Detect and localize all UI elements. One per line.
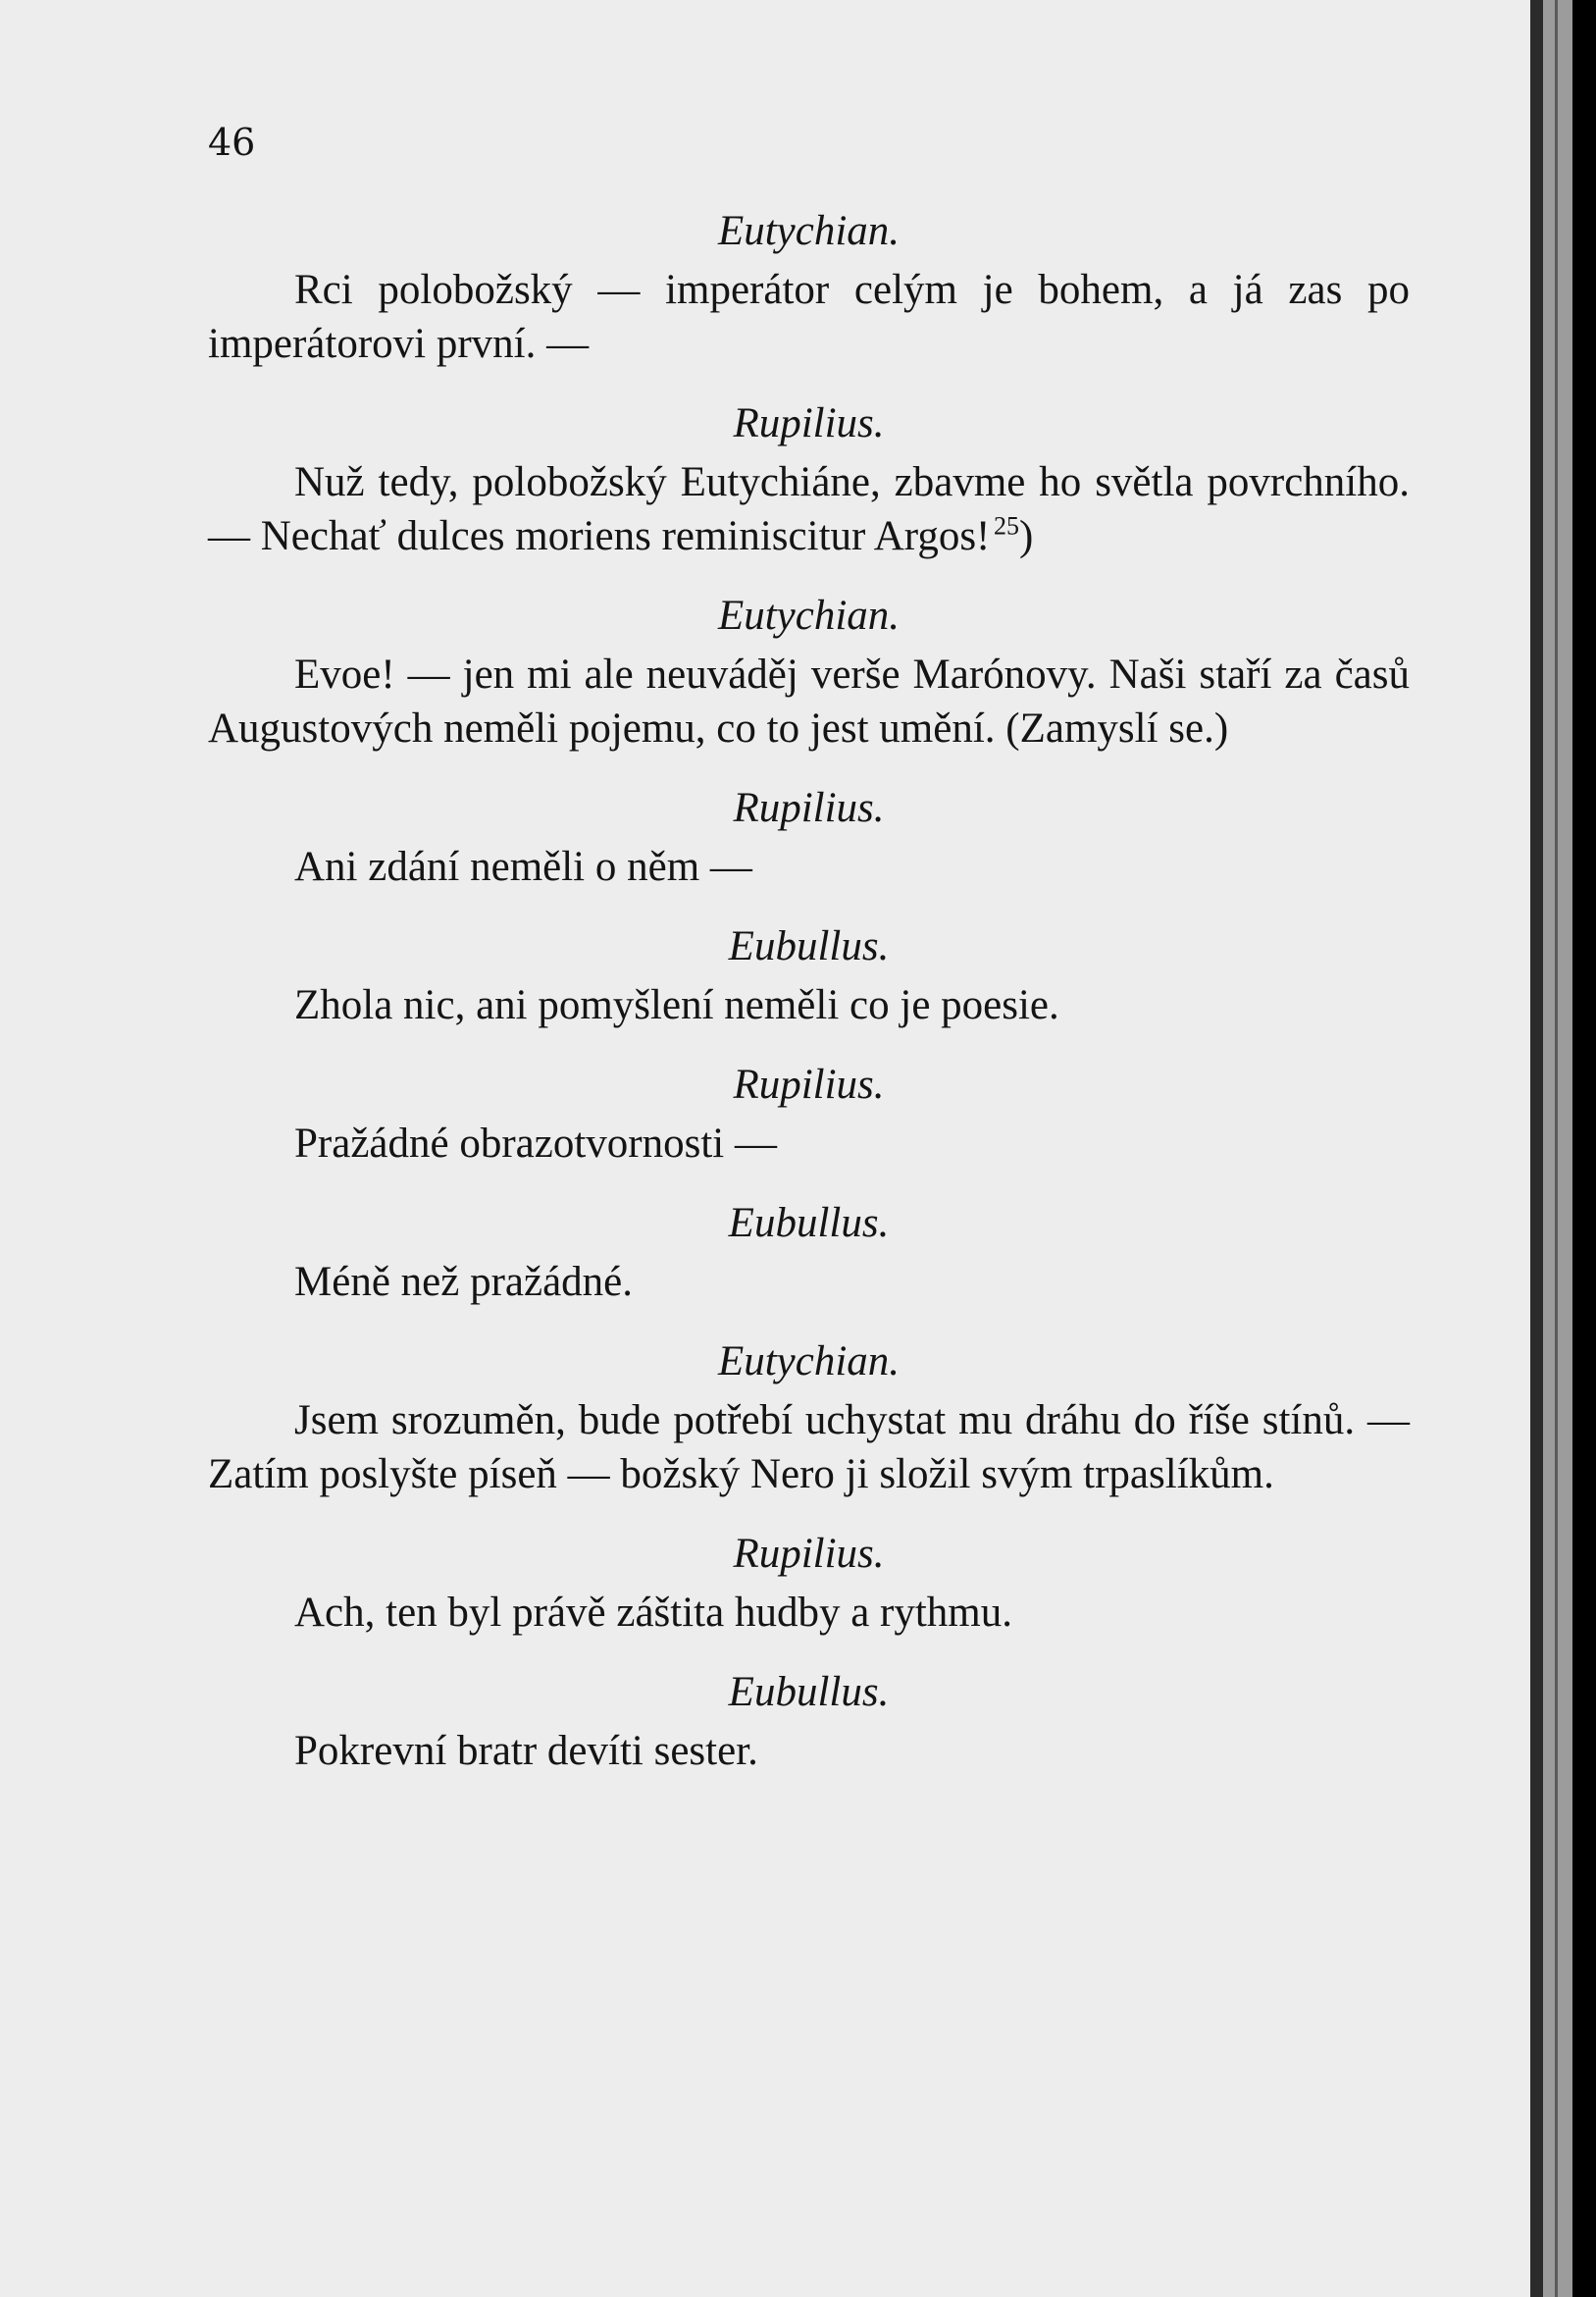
speech-text: Evoe! — jen mi ale neuváděj verše Marónovy. Naši staří za časů Augustových neměli pojemu, co to jest umění. (Zamyslí se.) [208,652,1410,752]
speaker-name: Rupilius. [733,400,885,446]
scan-border [1543,0,1572,2297]
page-text [208,118,1410,1805]
speaker-name: Rupilius. [733,785,885,831]
speech-text: Méně než pražádné. [294,1259,633,1305]
scan-border-line [1555,0,1558,2297]
speaker-name: Eubullus. [728,1200,890,1246]
speech-text: Pokrevní bratr devíti sester. [294,1728,758,1774]
speech-text: Pražádné obrazotvornosti — [294,1121,777,1167]
page-number: 46 [208,121,256,164]
speaker-name: Eubullus. [728,1669,890,1715]
speech-text: Zhola nic, ani pomyšlení neměli co je poesie. [294,982,1059,1028]
speech-text: Ach, ten byl právě záštita hudby a rythmu. [294,1590,1012,1636]
speaker-name: Eutychian. [717,593,901,639]
speech-text: Ani zdání neměli o něm — [294,844,752,890]
speaker-name: Eutychian. [717,1338,901,1384]
footnote-paren: ) [1018,513,1034,559]
speech-text: Jsem srozuměn, bude potřebí uchystat mu dráhu do říše stínů. — Zatím poslyšte píseň — božský Nero ji složil svým trpaslíkům. [208,1397,1410,1497]
footnote-reference: 25 [993,511,1019,541]
speaker-name: Eubullus. [728,923,890,969]
speech-text-body: Nuž tedy, polobožský Eutychiáne, zbavme ho světla povrchního. — Nechať dulces moriens reminiscitur Argos! [208,459,1410,559]
page-edge-shadow [1530,0,1543,2297]
speech-text: Rci polobožský — imperátor celým je bohem, a já zas po imperátorovi první. — [208,267,1410,367]
speaker-name: Rupilius. [733,1062,885,1108]
speech-text [208,455,1410,563]
speaker-name: Eutychian. [717,208,901,254]
speaker-name: Rupilius. [733,1531,885,1577]
